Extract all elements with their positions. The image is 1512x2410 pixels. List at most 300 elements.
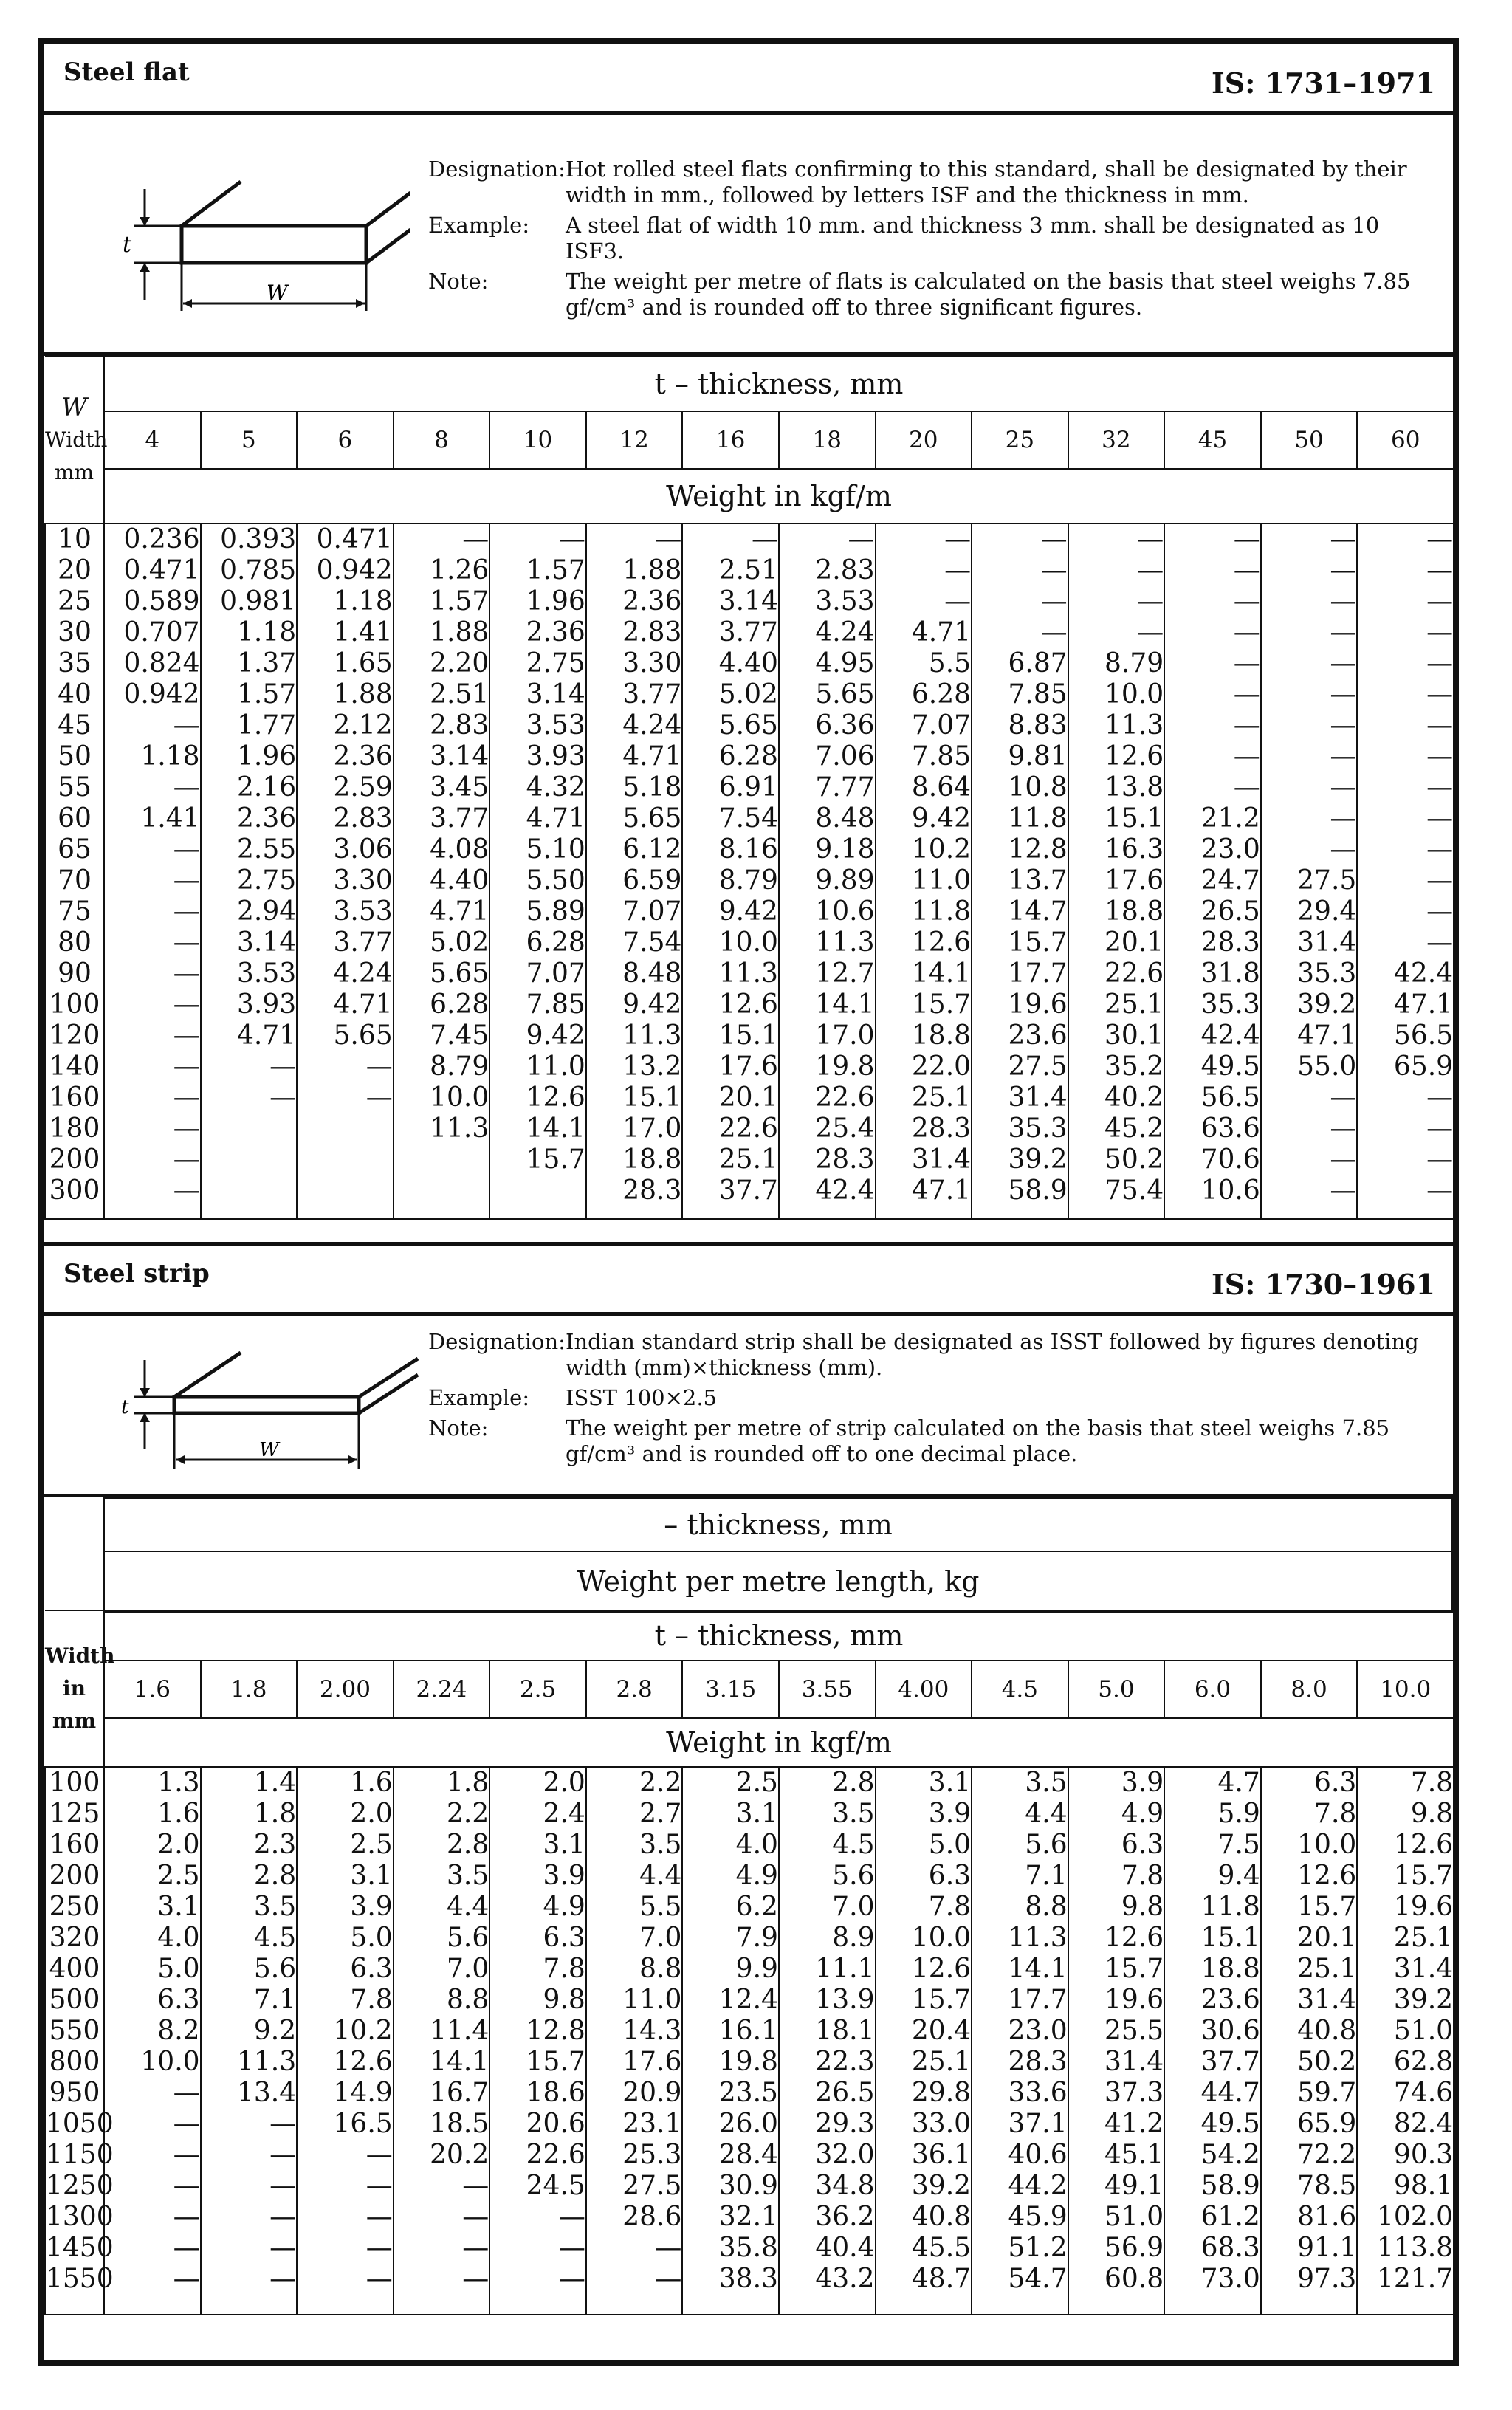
strip-weight-cell: 34.8 (815, 2171, 875, 2201)
flats-weight-cell: — (1233, 710, 1260, 741)
flats-weight-cell: 3.77 (333, 927, 393, 958)
flats-designation-text: Hot rolled steel flats confirming to this standard, shall be designated by their width in mm., followed by letters ISF and the thickness in mm. (566, 157, 1407, 207)
strip-weight-cell: 45.5 (911, 2233, 972, 2263)
flats-weight-cell: — (365, 1051, 393, 1082)
strip-weight-cell: 1.6 (157, 1799, 200, 1829)
document-page (38, 38, 1459, 2366)
flats-weight-cell: — (1330, 803, 1357, 834)
flats-weight-cell: 8.79 (718, 865, 778, 896)
flats-designation-label: Designation: (428, 157, 566, 182)
strip-weight-cell: 6.3 (1314, 1768, 1357, 1798)
flats-weight-cell: 8.48 (622, 958, 682, 989)
strip-weight-cell: 7.8 (928, 1892, 972, 1922)
flats-weight-cell: 9.42 (718, 896, 778, 927)
strip-weight-cell: 3.1 (350, 1861, 393, 1891)
flats-weight-cell: 9.42 (622, 989, 682, 1020)
flats-weight-cell: 8.64 (911, 772, 972, 803)
strip-weight-cell: 31.4 (1393, 1954, 1454, 1984)
strip-weight-cell: 36.2 (815, 2202, 875, 2232)
strip-weight-cell: 19.6 (1393, 1892, 1454, 1922)
flats-weight-cell: 25.4 (815, 1113, 875, 1144)
strip-weight-cell: 45.9 (1008, 2202, 1068, 2232)
flats-width-value: 70 (58, 865, 92, 896)
strip-weight-cell: 1.8 (253, 1799, 297, 1829)
strip-weight-cell: 9.2 (253, 2016, 297, 2046)
flats-weight-cell: 15.7 (1008, 927, 1068, 958)
flats-weight-cell: 58.9 (1008, 1175, 1068, 1206)
flats-weight-cell: — (1426, 1175, 1454, 1206)
flats-weight-cell: 4.32 (526, 772, 585, 803)
strip-weight-cell: 30.6 (1200, 2016, 1260, 2046)
flats-weight-cell: 63.6 (1200, 1113, 1260, 1144)
strip-width-value: 800 (49, 2047, 100, 2077)
strip-weight-cell: 65.9 (1297, 2109, 1357, 2139)
flats-weight-cell: 1.57 (236, 679, 297, 710)
strip-weight-cell: 13.9 (815, 1985, 875, 2015)
flats-weight-cell: 5.65 (622, 803, 682, 834)
flats-weight-cell: — (1426, 896, 1454, 927)
flats-weight-cell: 0.471 (123, 555, 200, 586)
flats-weight-cell: 2.16 (236, 772, 297, 803)
flats-thickness-0: 4 (104, 411, 201, 469)
strip-weight-cell: 4.0 (157, 1923, 200, 1953)
strip-weight-cell: 102.0 (1377, 2202, 1454, 2232)
flats-example-text: A steel flat of width 10 mm. and thickness 3 mm. shall be designated as 10 ISF3. (566, 213, 1380, 264)
strip-weight-cell: 20.4 (911, 2016, 972, 2046)
flats-weight-cell: — (944, 524, 972, 555)
strip-weight-cell: 54.2 (1200, 2140, 1260, 2170)
strip-thickness-header: t – thickness, mm (104, 1610, 1454, 1661)
flats-weight-cell: 10.0 (1104, 679, 1164, 710)
flats-weight-cell: 10.8 (1008, 772, 1068, 803)
strip-weight-cell: 16.7 (430, 2078, 489, 2108)
strip-weight-cell: 7.9 (735, 1923, 778, 1953)
strip-width-value: 125 (49, 1799, 100, 1829)
flats-weight-cell: 1.65 (333, 648, 393, 679)
flats-example-label: Example: (428, 213, 530, 238)
strip-weight-cell: 15.7 (1297, 1892, 1357, 1922)
flats-weight-cell: 17.7 (1008, 958, 1068, 989)
strip-weight-cell: 4.4 (639, 1861, 682, 1891)
flats-weight-cell: 5.10 (526, 834, 585, 865)
strip-weight-cell: 40.8 (911, 2202, 972, 2232)
strip-weight-cell: — (462, 2233, 489, 2263)
strip-weight-cell: 48.7 (911, 2264, 972, 2294)
flats-weight-cell: 14.1 (911, 958, 972, 989)
flats-weight-cell: — (269, 1051, 297, 1082)
flats-thickness-row (45, 411, 1454, 469)
strip-weight-cell: 23.1 (622, 2109, 682, 2139)
flats-weight-cell: 11.0 (526, 1051, 585, 1082)
flats-weight-cell: — (1426, 524, 1454, 555)
strip-weight-cell: 2.8 (832, 1768, 875, 1798)
flats-weight-cell: 7.54 (622, 927, 682, 958)
strip-weight-column-3.55 (779, 1767, 876, 2315)
strip-weight-cell: 3.5 (832, 1799, 875, 1829)
strip-weight-cell: — (269, 2264, 297, 2294)
flats-weight-cell: 3.30 (622, 648, 682, 679)
flats-weight-cell: 3.53 (236, 958, 297, 989)
flats-weight-cell: 37.7 (718, 1175, 778, 1206)
flats-weight-cell: — (1040, 617, 1068, 648)
strip-weight-cell: 18.5 (430, 2109, 489, 2139)
flats-weight-cell: 56.5 (1393, 1020, 1454, 1051)
strip-weight-cell: 7.1 (253, 1985, 297, 2015)
flats-weight-cell: 4.71 (911, 617, 972, 648)
flats-weight-cell: 13.2 (622, 1051, 682, 1082)
strip-weight-cell: 72.2 (1297, 2140, 1357, 2170)
flats-weight-cell: — (1426, 927, 1454, 958)
strip-weight-cell: — (269, 2140, 297, 2170)
flats-weight-cell: 3.06 (333, 834, 393, 865)
flats-weight-cell: — (1330, 524, 1357, 555)
flats-weight-cell: — (173, 1051, 200, 1082)
strip-weight-cell: — (462, 2171, 489, 2201)
strip-note-label: Note: (428, 1415, 489, 1441)
strip-width-value: 1550 (46, 2264, 114, 2294)
strip-weight-cell: 40.4 (815, 2233, 875, 2263)
strip-weight-cell: 6.3 (1121, 1830, 1164, 1860)
flats-weight-cell: — (173, 896, 200, 927)
flats-weight-cell: 4.40 (718, 648, 778, 679)
strip-weight-column-5.0 (1068, 1767, 1165, 2315)
flats-weight-cell: 11.3 (1104, 710, 1164, 741)
flats-thickness-2: 6 (297, 411, 394, 469)
flats-weight-cell: — (173, 1113, 200, 1144)
flats-thickness-6: 16 (682, 411, 779, 469)
flats-title-bar (44, 44, 1453, 115)
flats-thickness-11: 45 (1164, 411, 1261, 469)
strip-weight-cell: 19.8 (718, 2047, 778, 2077)
strip-header-bands (103, 1497, 1453, 1613)
strip-weight-cell: 10.0 (911, 1923, 972, 1953)
strip-weight-cell: 44.7 (1200, 2078, 1260, 2108)
flats-weight-cell: 7.85 (526, 989, 585, 1020)
strip-weight-cell: 3.1 (543, 1830, 585, 1860)
flats-weight-cell: — (655, 524, 682, 555)
strip-weight-cell: 19.6 (1104, 1985, 1164, 2015)
flats-width-value: 20 (58, 555, 92, 586)
strip-weight-cell: 25.1 (1297, 1954, 1357, 1984)
strip-weight-cell: 7.0 (446, 1954, 489, 1984)
flats-weight-cell: 11.3 (815, 927, 875, 958)
flats-weight-cell: 23.0 (1200, 834, 1260, 865)
strip-weight-cell: 5.6 (446, 1923, 489, 1953)
strip-weight-cell: 12.8 (526, 2016, 585, 2046)
strip-weight-cell: 25.1 (1393, 1923, 1454, 1953)
flats-weight-cell: 7.06 (815, 741, 875, 772)
strip-weight-cell: 7.8 (1410, 1768, 1454, 1798)
flats-weight-cell: — (1233, 524, 1260, 555)
strip-weight-column-1.8 (201, 1767, 298, 2315)
flats-width-value: 140 (49, 1051, 100, 1082)
strip-weight-cell: 59.7 (1297, 2078, 1357, 2108)
strip-cross-section-diagram (115, 1345, 440, 1471)
flats-weight-cell: 2.36 (236, 803, 297, 834)
strip-weight-cell: 33.0 (911, 2109, 972, 2139)
flats-weight-cell: 70.6 (1200, 1144, 1260, 1175)
flats-width-value: 300 (49, 1175, 100, 1206)
flats-note-label: Note: (428, 269, 489, 294)
flats-weight-cell: — (1426, 648, 1454, 679)
flats-body-row (45, 523, 1454, 1219)
strip-weight-cell: 37.7 (1200, 2047, 1260, 2077)
flats-weight-cell: — (1426, 586, 1454, 617)
strip-weight-cell: 12.6 (1297, 1861, 1357, 1891)
strip-designation-label: Designation: (428, 1329, 566, 1354)
flats-weight-cell: 1.26 (430, 555, 489, 586)
strip-weight-cell: 29.8 (911, 2078, 972, 2108)
strip-weight-cell: 13.4 (236, 2078, 297, 2108)
strip-weight-cell: 2.2 (639, 1768, 682, 1798)
strip-weight-column-2.00 (297, 1767, 394, 2315)
flats-weight-cell: 31.8 (1200, 958, 1260, 989)
strip-thickness-6: 3.15 (682, 1661, 779, 1718)
flats-weight-cell: 1.41 (333, 617, 393, 648)
flats-weight-cell: 56.5 (1200, 1082, 1260, 1113)
flats-weight-cell: 20.1 (718, 1082, 778, 1113)
flats-weight-cell: 4.40 (430, 865, 489, 896)
flats-weight-cell: 17.6 (718, 1051, 778, 1082)
flats-weight-cell: 1.88 (333, 679, 393, 710)
flats-weight-cell: 47.1 (1297, 1020, 1357, 1051)
flats-width-value: 120 (49, 1020, 100, 1051)
strip-weight-cell: — (173, 2140, 200, 2170)
strip-width-column (45, 1767, 114, 2315)
flats-weight-cell: 5.5 (928, 648, 972, 679)
strip-weight-cell: 38.3 (718, 2264, 778, 2294)
strip-weight-cell: 8.8 (639, 1954, 682, 1984)
strip-thickness-1: 1.8 (201, 1661, 298, 1718)
flats-weight-cell: 3.53 (526, 710, 585, 741)
flats-weight-cell: 2.36 (333, 741, 393, 772)
strip-weight-cell: 9.8 (1410, 1799, 1454, 1829)
flats-weight-cell: — (1330, 710, 1357, 741)
strip-weight-cell: 1.6 (350, 1768, 393, 1798)
flats-weight-cell: — (173, 772, 200, 803)
strip-width-value: 400 (49, 1954, 100, 1984)
flats-weight-cell: 1.41 (140, 803, 200, 834)
strip-weight-cell: 6.3 (157, 1985, 200, 2015)
strip-weight-cell: 81.6 (1297, 2202, 1357, 2232)
strip-weight-cell: 8.2 (157, 2016, 200, 2046)
strip-weight-cell: 2.7 (639, 1799, 682, 1829)
flats-weight-cell: 19.8 (815, 1051, 875, 1082)
flats-weight-cell: 25.1 (718, 1144, 778, 1175)
flats-weight-cell: 42.4 (815, 1175, 875, 1206)
strip-weight-cell: 62.8 (1393, 2047, 1454, 2077)
strip-weight-cell: 33.6 (1008, 2078, 1068, 2108)
flats-weight-cell: — (1233, 617, 1260, 648)
strip-weight-cell: 40.6 (1008, 2140, 1068, 2170)
strip-weight-cell: 5.0 (350, 1923, 393, 1953)
flats-weight-cell: — (1233, 772, 1260, 803)
flats-weight-cell: 3.14 (526, 679, 585, 710)
flats-weight-cell: — (1330, 1175, 1357, 1206)
strip-weight-cell: 40.8 (1297, 2016, 1357, 2046)
strip-weight-cell: 7.1 (1025, 1861, 1068, 1891)
flats-weight-cell: 8.48 (815, 803, 875, 834)
flats-weight-column-5 (201, 523, 298, 1219)
flats-width-value: 35 (58, 648, 92, 679)
flats-weight-cell: 23.6 (1008, 1020, 1068, 1051)
strip-weight-cell: 6.2 (735, 1892, 778, 1922)
strip-weight-column-2.8 (586, 1767, 683, 2315)
flats-weight-column-25 (972, 523, 1068, 1219)
strip-weight-cell: 25.3 (622, 2140, 682, 2170)
flats-width-value: 75 (58, 896, 92, 927)
flats-width-value: 200 (49, 1144, 100, 1175)
flats-weight-cell: — (1137, 555, 1164, 586)
flats-weight-cell: 29.4 (1297, 896, 1357, 927)
strip-weight-cell: — (173, 2078, 200, 2108)
strip-weight-cell: — (462, 2264, 489, 2294)
strip-weight-cell: 10.2 (333, 2016, 393, 2046)
strip-thickness-11: 6.0 (1164, 1661, 1261, 1718)
strip-example-text: ISST 100×2.5 (566, 1385, 718, 1410)
strip-weight-cell: 23.5 (718, 2078, 778, 2108)
flats-weight-cell: 50.2 (1104, 1144, 1164, 1175)
flats-weight-cell: 12.6 (911, 927, 972, 958)
flats-weight-cell: 2.75 (236, 865, 297, 896)
flats-weight-cell: 15.1 (622, 1082, 682, 1113)
flats-title: Steel flat (63, 58, 190, 87)
flats-weight-cell: 14.7 (1008, 896, 1068, 927)
flats-weight-cell: 7.77 (815, 772, 875, 803)
strip-thickness-8: 4.00 (876, 1661, 972, 1718)
strip-weight-cell: 97.3 (1297, 2264, 1357, 2294)
strip-weight-cell: 11.3 (1008, 1923, 1068, 1953)
strip-weight-cell: — (655, 2264, 682, 2294)
flats-weight-column-8 (394, 523, 490, 1219)
flats-thickness-12: 50 (1261, 411, 1358, 469)
strip-weight-cell: 15.7 (1104, 1954, 1164, 1984)
flats-weight-cell: 1.18 (140, 741, 200, 772)
strip-weight-cell: 51.0 (1393, 2016, 1454, 2046)
strip-weight-cell: 3.5 (639, 1830, 682, 1860)
strip-weight-cell: 7.8 (350, 1985, 393, 2015)
flats-weight-cell: 10.0 (718, 927, 778, 958)
strip-weight-cell: 15.1 (1200, 1923, 1260, 1953)
flats-weight-cell: — (558, 524, 585, 555)
strip-thickness-7: 3.55 (779, 1661, 876, 1718)
strip-weight-cell: — (462, 2202, 489, 2232)
flats-weight-cell: 21.2 (1200, 803, 1260, 834)
flats-weight-cell: — (1330, 1144, 1357, 1175)
flats-weight-cell: 6.59 (622, 865, 682, 896)
strip-weight-cell: 12.4 (718, 1985, 778, 2015)
flats-weight-cell: — (1426, 772, 1454, 803)
flats-weight-cell: 6.28 (526, 927, 585, 958)
strip-weight-cell: 10.0 (1297, 1830, 1357, 1860)
strip-weight-cell: 8.9 (832, 1923, 875, 1953)
flats-weight-cell: — (1426, 834, 1454, 865)
strip-weight-cell: — (365, 2140, 393, 2170)
flats-weight-cell: 13.8 (1104, 772, 1164, 803)
flats-weight-column-20 (876, 523, 972, 1219)
strip-weight-cell: — (173, 2233, 200, 2263)
flats-weight-cell: 49.5 (1200, 1051, 1260, 1082)
flats-weight-cell: — (173, 1020, 200, 1051)
flats-weight-cell: 12.8 (1008, 834, 1068, 865)
strip-weight-cell: — (269, 2233, 297, 2263)
strip-weight-cell: 2.8 (446, 1830, 489, 1860)
flats-width-value: 90 (58, 958, 92, 989)
flats-weight-cell: 22.0 (911, 1051, 972, 1082)
strip-weight-cell: 37.1 (1008, 2109, 1068, 2139)
flats-weight-cell: — (173, 1175, 200, 1206)
flats-weight-cell: — (1426, 1082, 1454, 1113)
flats-weight-cell: 3.77 (430, 803, 489, 834)
flats-weight-cell: 11.3 (718, 958, 778, 989)
strip-weight-cell: 61.2 (1200, 2202, 1260, 2232)
strip-weight-cell: 113.8 (1377, 2233, 1454, 2263)
strip-weight-column-2.5 (489, 1767, 586, 2315)
flats-weight-cell: 65.9 (1393, 1051, 1454, 1082)
flats-weight-cell: — (173, 927, 200, 958)
strip-weight-cell: 2.5 (157, 1861, 200, 1891)
flats-weight-cell: 11.0 (911, 865, 972, 896)
flats-weight-cell: 75.4 (1104, 1175, 1164, 1206)
flats-weight-cell: — (1330, 1113, 1357, 1144)
strip-weight-cell: 15.7 (526, 2047, 585, 2077)
flats-weight-cell: 1.57 (526, 555, 585, 586)
strip-weight-cell: 32.0 (815, 2140, 875, 2170)
strip-weight-cell: 1.8 (446, 1768, 489, 1798)
flats-weight-cell: — (1426, 679, 1454, 710)
strip-width-value: 1150 (46, 2140, 114, 2170)
strip-weight-cell: 5.9 (1217, 1799, 1260, 1829)
flats-weight-cell: — (1330, 648, 1357, 679)
strip-weight-cell: 14.3 (622, 2016, 682, 2046)
strip-weight-cell: 7.5 (1217, 1830, 1260, 1860)
flats-weight-cell: 27.5 (1008, 1051, 1068, 1082)
flats-weight-cell: 2.83 (622, 617, 682, 648)
flats-weight-cell: 9.42 (911, 803, 972, 834)
strip-weight-cell: 7.0 (639, 1923, 682, 1953)
strip-weight-cell: 10.0 (140, 2047, 200, 2077)
strip-band-thickness: – thickness, mm (104, 1498, 1452, 1551)
flats-weight-cell: 6.91 (718, 772, 778, 803)
flats-weight-column-50 (1261, 523, 1358, 1219)
strip-weight-cell: 5.6 (253, 1954, 297, 1984)
flats-weight-cell: 3.53 (815, 586, 875, 617)
strip-standard: IS: 1730–1961 (1212, 1268, 1435, 1301)
strip-weight-cell: 7.0 (832, 1892, 875, 1922)
flats-weight-cell: — (1040, 586, 1068, 617)
strip-weight-cell: 9.9 (735, 1954, 778, 1984)
flats-weight-cell: 31.4 (911, 1144, 972, 1175)
strip-band-weight: Weight per metre length, kg (104, 1551, 1452, 1612)
flats-weight-cell: 31.4 (1008, 1082, 1068, 1113)
strip-weight-cell: 29.3 (815, 2109, 875, 2139)
strip-weight-cell: 27.5 (622, 2171, 682, 2201)
flats-weight-cell: 9.42 (526, 1020, 585, 1051)
flats-weight-cell: 35.3 (1297, 958, 1357, 989)
strip-weight-cell: 14.1 (1008, 1954, 1068, 1984)
strip-weight-cell: 2.3 (253, 1830, 297, 1860)
flats-note-text: The weight per metre of flats is calculated on the basis that steel weighs 7.85 gf/cm³ and is rounded off to three significant figures. (566, 269, 1411, 320)
strip-width-value: 1450 (46, 2233, 114, 2263)
flats-weight-cell: 17.6 (1104, 865, 1164, 896)
strip-width-value: 160 (49, 1830, 100, 1860)
flats-weight-cell: 4.95 (815, 648, 875, 679)
flats-weight-cell: 3.53 (333, 896, 393, 927)
flats-weight-column-60 (1357, 523, 1454, 1219)
flats-weight-column-45 (1164, 523, 1261, 1219)
strip-weight-cell: 4.5 (832, 1830, 875, 1860)
flats-weight-cell: 28.3 (911, 1113, 972, 1144)
